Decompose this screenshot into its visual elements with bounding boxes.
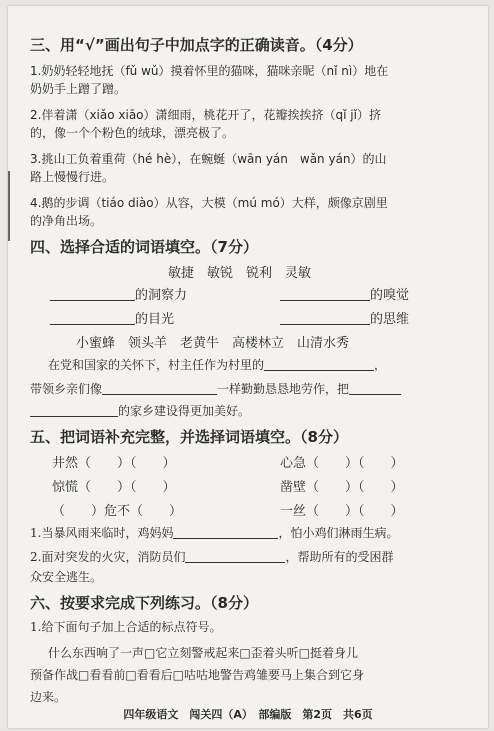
s5-q1: 1.当暴风雨来临时，鸡妈妈 ，怕小鸡们淋雨生病。 [30, 526, 399, 540]
s3-q2-line2: 的，像一个个粉色的绒球，漂亮极了。 [30, 126, 235, 140]
answer-blank[interactable] [30, 402, 118, 417]
idiom-2: 心急（ ）（ ） [280, 456, 404, 471]
section-5-title: 五、把词语补充完整，并选择词语填空。（8分） [30, 428, 348, 446]
s3-q3-line2: 路上慢慢行进。 [30, 170, 115, 184]
answer-blank[interactable] [50, 310, 135, 325]
s4-paragraph-line1: 在党和国家的关怀下，村主任作为村里的 ， [48, 358, 387, 372]
answer-blank[interactable] [280, 286, 370, 301]
answer-blank[interactable] [185, 548, 285, 563]
section-3-title: 三、用“√”画出句子中加点字的正确读音。（4分） [30, 36, 363, 54]
fill-row-2-left: 的目光 [50, 308, 174, 327]
s4-paragraph-line2: 带领乡亲们像 一样勤勤恳恳地劳作，把 [30, 380, 470, 398]
s6-passage-line1: 什么东西响了一声□它立刻警戒起来□歪着头听□挺着身儿 [48, 646, 359, 660]
s6-passage-line3: 边来。 [30, 690, 67, 704]
s3-q4-line1: 4.鹅的步调（tiáo diào）从容，大模（mú mó）大样，颇像京剧里 [30, 196, 388, 210]
idiom-1: 井然（ ）（ ） [52, 456, 176, 471]
answer-blank[interactable] [50, 286, 135, 301]
s3-q1-line1: 1.奶奶轻轻地抚（fǔ wǔ）摸着怀里的猫咪，猫咪亲昵（nǐ nì）地在 [30, 64, 389, 78]
s3-q2-line1: 2.伴着潇（xiǎo xiāo）潇细雨，桃花开了，花瓣挨挨挤（qǐ jǐ）挤 [30, 108, 381, 122]
idiom-3: 惊慌（ ）（ ） [52, 480, 176, 495]
page-footer: 四年级语文 闯关四（A） 部编版 第2页 共6页 [123, 708, 373, 721]
s4-paragraph-line3: 的家乡建设得更加美好。 [30, 402, 470, 420]
s6-passage-line2: 预备作战□看看前□看看后□咕咕地警告鸡雏要马上集合到它身 [30, 668, 365, 682]
answer-blank[interactable] [349, 380, 401, 395]
idiom-4: 凿壁（ ）（ ） [280, 480, 404, 495]
exam-page [8, 6, 488, 728]
s5-q2-line1: 2.面对突发的火灾，消防员们 ，帮助所有的受困群 [30, 550, 394, 564]
word-bank-2: 小蜜蜂 领头羊 老黄牛 高楼林立 山清水秀 [76, 336, 350, 351]
answer-blank[interactable] [173, 524, 278, 539]
fill-row-1-left: 的洞察力 [50, 284, 187, 303]
s3-q1-line2: 奶奶手上蹭了蹭。 [30, 82, 127, 96]
binding-mark [8, 171, 10, 241]
answer-blank[interactable] [264, 356, 374, 371]
s3-q3-line1: 3.挑山工负着重荷（hé hè），在蜿蜒（wān yán wǎn yán）的山 [30, 152, 387, 166]
s6-q1: 1.给下面句子加上合适的标点符号。 [30, 620, 222, 634]
answer-blank[interactable] [102, 380, 217, 395]
fill-row-2-right: 的思维 [280, 308, 409, 327]
section-6-title: 六、按要求完成下列练习。（8分） [30, 594, 258, 612]
word-bank-1: 敏捷 敏锐 锐利 灵敏 [168, 266, 312, 281]
answer-blank[interactable] [280, 310, 370, 325]
section-4-title: 四、选择合适的词语填空。（7分） [30, 238, 258, 256]
s3-q4-line2: 的净角出场。 [30, 214, 103, 228]
fill-row-1-right: 的嗅觉 [280, 284, 409, 303]
idiom-5: （ ）危不（ ） [52, 504, 183, 519]
s5-q2-line2: 众安全逃生。 [30, 570, 103, 584]
idiom-6: 一丝（ ）（ ） [280, 504, 404, 519]
